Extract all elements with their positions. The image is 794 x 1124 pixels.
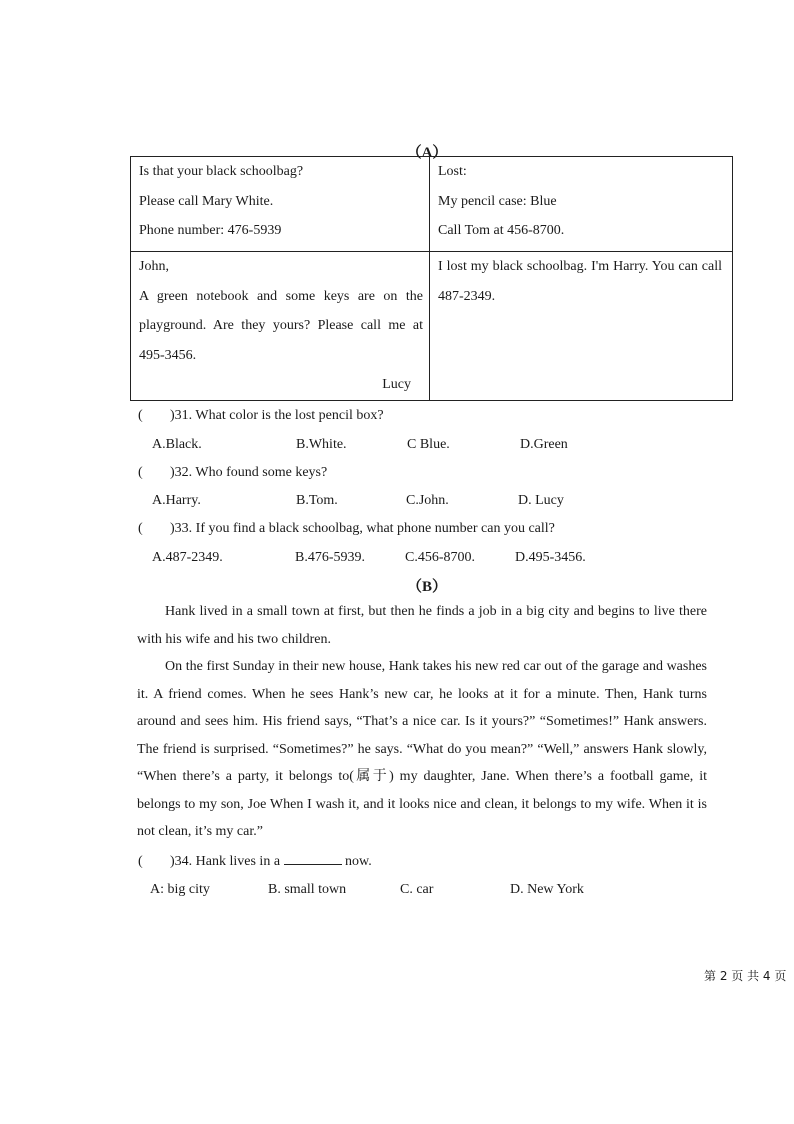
question-33-options	[152, 550, 652, 570]
option-d: D.Green	[520, 437, 568, 452]
option-a: A: big city	[150, 882, 210, 897]
section-b-title: （B）	[406, 579, 447, 595]
option-d: D. Lucy	[518, 493, 564, 508]
notices-table	[130, 156, 733, 401]
question-text-end: now.	[345, 854, 372, 869]
notice-line: Lost:	[438, 164, 467, 179]
notice-line: Is that your black schoolbag?	[139, 164, 304, 179]
reading-passage	[137, 598, 707, 846]
answer-paren[interactable]: (	[138, 408, 143, 423]
question-32	[138, 465, 327, 481]
section-a-title: （A）	[406, 145, 448, 161]
answer-paren[interactable]: (	[138, 465, 143, 480]
notice-line: Please call Mary White.	[139, 193, 274, 209]
option-c: C Blue.	[407, 437, 450, 452]
option-c: C.John.	[406, 493, 449, 508]
question-33	[138, 521, 555, 537]
page-number: 第 2 页 共 4 页	[704, 969, 787, 983]
answer-paren[interactable]: (	[138, 854, 143, 869]
notice-signature: Lucy	[382, 377, 411, 392]
option-a: A.Harry.	[152, 493, 201, 508]
option-b: B.Tom.	[296, 493, 338, 508]
passage-paragraph: On the first Sunday in their new house, Hank takes his new red car out of the garage and washes it. A friend comes. When he sees Hank’s new car, he looks at it for a minute. Then, Hank turns around and sees him. His friend says, “That’s a nice car. Is it yours?” “Sometimes!” Hank answers. The friend is surprised. “Sometimes?” he says. “What do you mean?” “Well,” answers Hank slowly, “When there’s a party, it belongs to(属于) my daughter, Jane. When there’s a football game, it belongs to my son, Joe When I wash it, and it looks nice and clean, it belongs to my wife. When it is not clean, it’s my car.”	[137, 659, 707, 839]
notice-harry: I lost my black schoolbag. I'm Harry. You can call 487-2349.	[430, 252, 733, 401]
question-text: )34. Hank lives in a	[170, 854, 281, 869]
notice-line: Phone number: 476-5939	[139, 223, 282, 238]
notice-tom	[430, 157, 733, 252]
notice-greeting: John,	[139, 259, 169, 274]
option-b: B.476-5939.	[295, 550, 365, 565]
question-text: )32. Who found some keys?	[170, 465, 328, 480]
notice-body: A green notebook and some keys are on the playground. Are they yours? Please call me at 495-3456.	[139, 288, 423, 363]
fill-blank[interactable]	[284, 850, 342, 865]
question-31	[138, 408, 384, 424]
question-32-options	[152, 493, 652, 513]
notice-lucy	[131, 252, 430, 401]
option-b: B. small town	[268, 882, 347, 897]
question-text: )33. If you find a black schoolbag, what phone number can you call?	[170, 521, 555, 536]
notice-line: Call Tom at 456-8700.	[438, 223, 565, 238]
option-a: A.Black.	[152, 437, 202, 452]
option-a: A.487-2349.	[152, 550, 223, 565]
question-34-options	[150, 882, 650, 902]
question-text: )31. What color is the lost pencil box?	[170, 408, 384, 423]
notice-mary	[131, 157, 430, 252]
answer-paren[interactable]: (	[138, 521, 143, 536]
question-31-options	[152, 437, 652, 457]
option-d: D.495-3456.	[515, 550, 586, 565]
option-d: D. New York	[510, 882, 584, 897]
notice-line: My pencil case: Blue	[438, 193, 557, 209]
option-b: B.White.	[296, 437, 347, 452]
option-c: C. car	[400, 882, 434, 897]
option-c: C.456-8700.	[405, 550, 475, 565]
question-34	[138, 850, 372, 870]
passage-paragraph: Hank lived in a small town at first, but then he finds a job in a big city and begins to live there with his wife and his two children.	[137, 604, 707, 647]
